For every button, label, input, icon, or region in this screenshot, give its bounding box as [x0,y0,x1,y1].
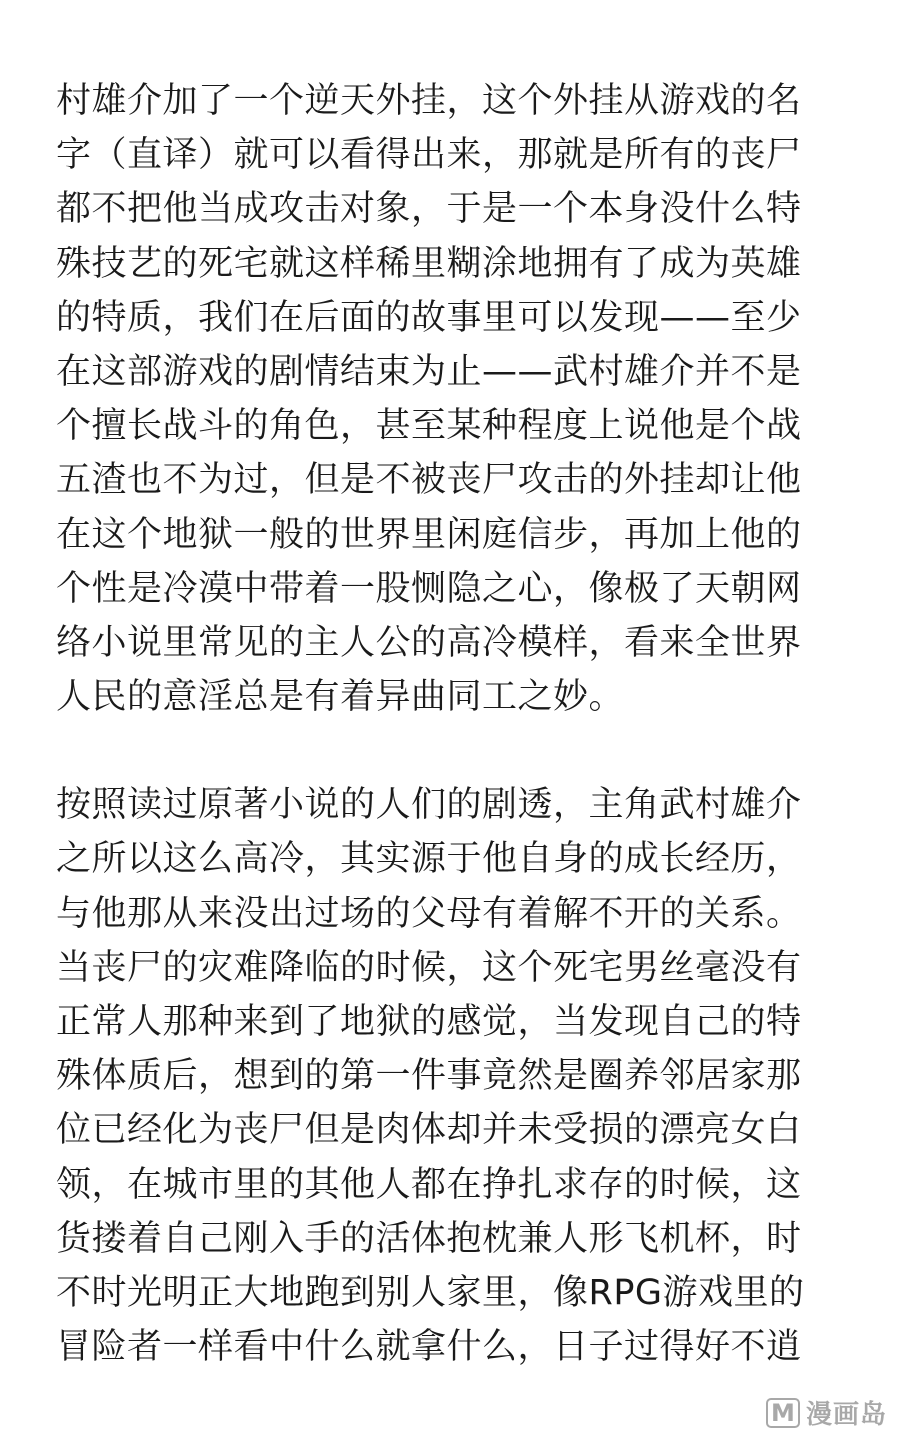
text-line: 的特质，我们在后面的故事里可以发现——至少 [56,297,802,338]
paragraph-2 [56,778,856,1374]
watermark-site-name: 漫画岛 [805,1400,887,1430]
article-body [56,74,856,1374]
text-line: 络小说里常见的主人公的高冷模样，看来全世界 [56,622,802,663]
text-line: 不时光明正大地跑到别人家里，像RPG游戏里的 [56,1272,805,1313]
text-line: 个擅长战斗的角色，甚至某种程度上说他是个战 [56,406,802,447]
text-line: 五渣也不为过，但是不被丧尸攻击的外挂却让他 [56,460,802,501]
text-line: 个性是冷漠中带着一股恻隐之心，像极了天朝网 [56,568,802,609]
text-line: 正常人那种来到了地狱的感觉，当发现自己的特 [56,1002,802,1042]
text-line: 村雄介加了一个逆天外挂，这个外挂从游戏的名 [56,81,802,121]
text-line: 殊技艺的死宅就这样稀里糊涂地拥有了成为英雄 [56,243,802,284]
text-line: 之所以这么高冷，其实源于他自身的成长经历， [56,839,802,880]
text-line: 冒险者一样看中什么就拿什么，日子过得好不逍 [56,1327,802,1368]
text-line: 当丧尸的灾难降临的时候，这个死宅男丝毫没有 [56,947,802,988]
watermark-logo-icon: M [766,1398,800,1428]
text-line: 领，在城市里的其他人都在挣扎求存的时候，这 [56,1164,802,1205]
text-line: 殊体质后，想到的第一件事竟然是圈养邻居家那 [56,1056,802,1097]
text-line: 人民的意淫总是有着异曲同工之妙。 [56,677,625,718]
text-line: 货搂着自己刚入手的活体抱枕兼人形飞机杯，时 [56,1218,802,1259]
text-line: 都不把他当成攻击对象，于是一个本身没什么特 [56,189,802,230]
site-watermark [766,1394,887,1431]
paragraph-1 [56,74,856,724]
text-line: 在这个地狱一般的世界里闲庭信步，再加上他的 [56,514,802,555]
text-line: 在这部游戏的剧情结束为止——武村雄介并不是 [56,351,802,392]
text-line: 与他那从来没出过场的父母有着解不开的关系。 [56,893,802,934]
text-line: 字（直译）就可以看得出来，那就是所有的丧尸 [56,135,802,176]
text-line: 位已经化为丧尸但是肉体却并未受损的漂亮女白 [56,1110,802,1151]
paragraph-spacer [56,724,856,778]
text-line: 按照读过原著小说的人们的剧透，主角武村雄介 [56,785,802,826]
